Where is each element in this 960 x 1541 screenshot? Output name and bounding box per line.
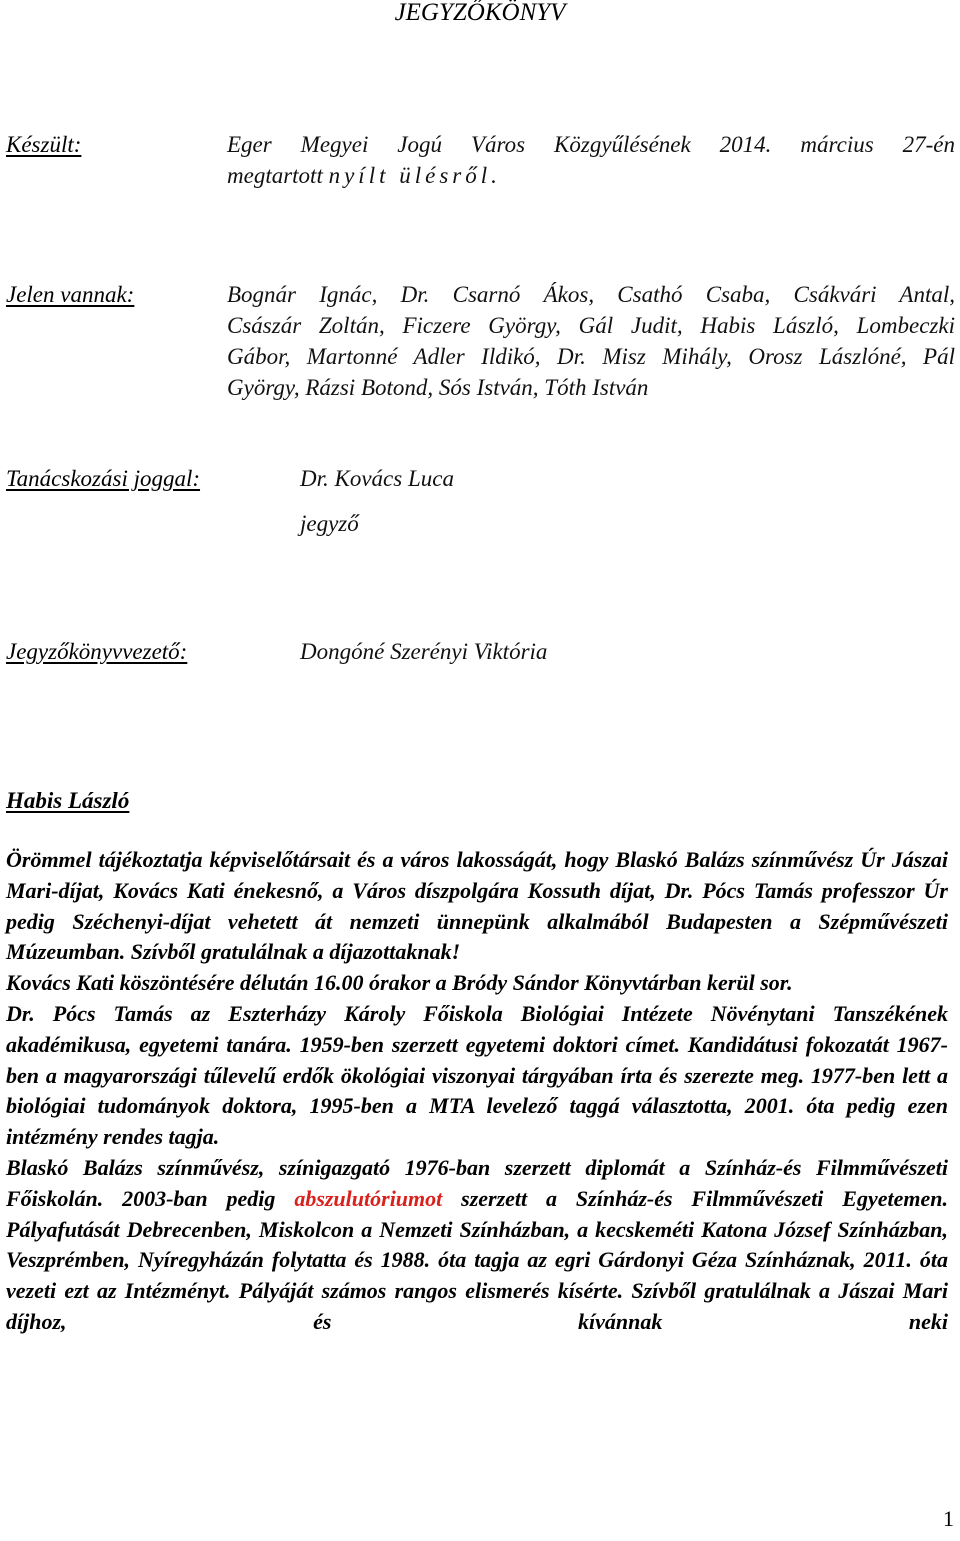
jelen-label: Jelen vannak: <box>6 282 135 307</box>
paragraph-3: Dr. Pócs Tamás az Eszterházy Károly Főiskola Biológiai Intézete Növénytani Tanszékének akadémikusa, egyetemi tanára. 1959-ben szerzett egyetemi doktori címet. Kandidátusi fokozatát 1967-ben a magyarországi tűlevelű erdők ökológiai viszonyai tárgyában írta és szerezte meg. 1977-ben lett a biológiai tudományok doktora, 1995-ben a MTA levelező taggá választotta, 2001. óta pedig ezen intézmény rendes tagja. <box>6 1000 948 1150</box>
paragraph-4-after: szerzett a Színház-és Filmművészeti Egyetemen. Pályafutását Debrecenben, Miskolcon a Nemzeti Színházban, a kecskeméti Katona József Színházban, Veszprémben, Nyíregyházán folytatta és 1988. óta tagja az egri Gárdonyi Géza Színháznak, 2011. óta vezeti ezt az Intézményt. Pályáját számos rangos elismerés kísérte. Szívből gratulálnak a Jászai Mari díjhoz, és kívánnak neki <box>6 1185 948 1334</box>
tanacskozasi-name: Dr. Kovács Luca <box>300 466 454 491</box>
paragraph-2: Kovács Kati köszöntésére délután 16.00 órakor a Bródy Sándor Könyvtárban kerül sor. <box>6 970 793 996</box>
keszult-line2 <box>227 160 955 191</box>
highlighted-word: abszulutóriumot <box>294 1185 443 1211</box>
speaker-name: Habis László <box>6 788 130 813</box>
tanacskozasi-role: jegyző <box>300 511 359 536</box>
paragraph-4-before: Blaskó Balázs színművész, színigazgató 1976-ban szerzett diplomát a Színház-és Filmművészeti Főiskolán. 2003-ban pedig <box>6 1154 948 1211</box>
jegyzokonyvvezeto-label: Jegyzőkönyvvezető: <box>6 639 188 664</box>
jelen-line4: György, Rázsi Botond, Sós István, Tóth István <box>227 375 649 400</box>
tanacskozasi-label: Tanácskozási joggal: <box>6 466 201 491</box>
page-number: 1 <box>943 1506 954 1531</box>
paragraph-4 <box>6 1153 948 1338</box>
paragraph-1: Örömmel tájékoztatja képviselőtársait és a város lakosságát, hogy Blaskó Balázs színművész Úr Jászai Mari-díjat, Kovács Kati énekesnő, a Város díszpolgára Kossuth díjat, Dr. Pócs Tamás professzor Úr pedig Széchenyi-díjat vehetett át nemzeti ünnepünk alkalmából Budapesten a Szépművészeti Múzeumban. Szívből gratulálnak a díjazottaknak! <box>6 847 948 965</box>
keszult-label: Készült: <box>6 132 82 157</box>
jegyzokonyvvezeto-name: Dongóné Szerényi Viktória <box>300 639 548 664</box>
keszult-line2-prefix: megtartott <box>227 163 323 188</box>
page-title: JEGYZŐKÖNYV <box>394 0 566 26</box>
jelen-line3: Gábor, Martonné Adler Ildikó, Dr. Misz Mihály, Orosz Lászlóné, Pál <box>227 344 955 369</box>
keszult-line2-spaced: nyílt ülésről. <box>328 163 501 188</box>
keszult-line1: Eger Megyei Jogú Város Közgyűlésének 2014. március 27-én <box>227 132 955 157</box>
jelen-line2: Császár Zoltán, Ficzere György, Gál Judit, Habis László, Lombeczki <box>227 313 955 338</box>
jelen-line1: Bognár Ignác, Dr. Csarnó Ákos, Csathó Csaba, Csákvári Antal, <box>227 282 955 307</box>
body-text <box>6 845 948 1338</box>
